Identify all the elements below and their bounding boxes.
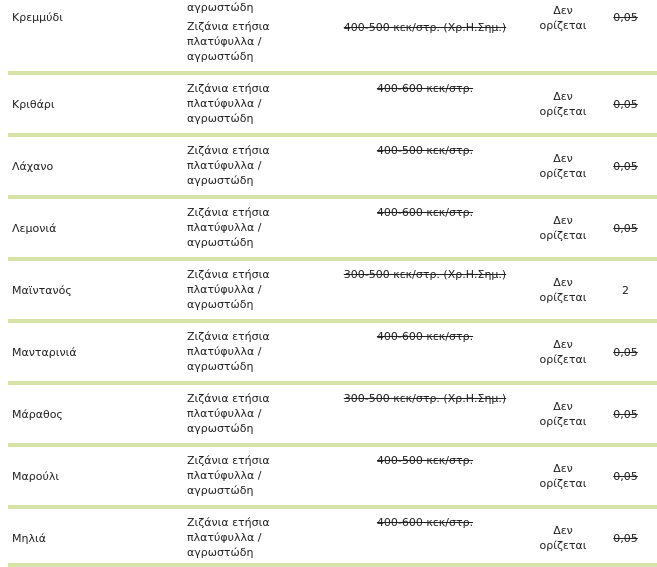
interval-line: Δεν xyxy=(553,214,573,227)
weed-line: αγρωστώδη xyxy=(187,422,254,435)
dose-value: 400-500 κεκ/στρ. xyxy=(376,454,474,467)
weed-line: Ζιζάνια ετήσια xyxy=(187,516,270,529)
table-row xyxy=(8,509,657,563)
mrl-value: 0,05 xyxy=(613,222,638,235)
table-row xyxy=(8,323,657,381)
weed-line: αγρωστώδη xyxy=(187,298,254,311)
mrl-value: 0,05 xyxy=(613,470,638,483)
mrl-value: 0,05 xyxy=(613,346,638,359)
weed-line: Ζιζάνια ετήσια xyxy=(187,268,270,281)
mrl-value: 0,05 xyxy=(613,160,638,173)
row-separator xyxy=(8,563,657,567)
crop-name: Μανταρινιά xyxy=(12,346,77,359)
interval-line: ορίζεται xyxy=(539,229,587,242)
weed-line: Ζιζάνια ετήσια xyxy=(187,144,270,157)
table-row xyxy=(8,75,657,133)
interval-line: Δεν xyxy=(553,338,573,351)
weed-line: πλατύφυλλα / xyxy=(187,531,262,544)
table-row xyxy=(8,261,657,319)
mrl-value: 0,05 xyxy=(613,408,638,421)
weed-line: Ζιζάνια ετήσια xyxy=(187,392,270,405)
weed-line: πλατύφυλλα / xyxy=(187,159,262,172)
interval-line: Δεν xyxy=(553,400,573,413)
mrl-value: 0,05 xyxy=(613,532,638,545)
interval-line: ορίζεται xyxy=(539,291,587,304)
crop-name: Λάχανο xyxy=(12,160,54,173)
interval-line: Δεν xyxy=(553,4,573,17)
dose-value: 400-600 κεκ/στρ. xyxy=(376,206,474,219)
weed-line: πλατύφυλλα / xyxy=(187,221,262,234)
mrl-value: 2 xyxy=(622,284,629,297)
weed-line: αγρωστώδη xyxy=(187,112,254,125)
weed-line: πλατύφυλλα / xyxy=(187,97,262,110)
weed-line: Ζιζάνια ετήσια xyxy=(187,330,270,343)
crop-name: Λεμονιά xyxy=(12,222,57,235)
weed-line: Ζιζάνια ετήσια xyxy=(187,20,270,33)
weed-line: πλατύφυλλα / xyxy=(187,407,262,420)
table-row xyxy=(8,137,657,195)
interval-line: ορίζεται xyxy=(539,477,587,490)
weed-line: Ζιζάνια ετήσια xyxy=(187,206,270,219)
crop-name: Μαϊντανός xyxy=(12,284,72,297)
table-row xyxy=(8,199,657,257)
crop-name: Μηλιά xyxy=(12,532,46,545)
weed-line: αγρωστώδη xyxy=(187,1,254,14)
crop-name: Κριθάρι xyxy=(12,98,55,111)
interval-line: ορίζεται xyxy=(539,19,587,32)
weed-line: αγρωστώδη xyxy=(187,360,254,373)
dose-value: 300-500 κεκ/στρ. (Χρ.Η.Σημ.) xyxy=(343,268,507,281)
dose-value: 400-600 κεκ/στρ. xyxy=(376,82,474,95)
interval-line: ορίζεται xyxy=(539,105,587,118)
interval-line: Δεν xyxy=(553,90,573,103)
weed-line: αγρωστώδη xyxy=(187,50,254,63)
weed-line: αγρωστώδη xyxy=(187,484,254,497)
table-row xyxy=(8,447,657,505)
dose-value: 400-600 κεκ/στρ. xyxy=(376,330,474,343)
crop-name: Μάραθος xyxy=(12,408,63,421)
dose-value: 400-500 κεκ/στρ. (Χρ.Η.Σημ.) xyxy=(343,21,507,34)
weed-line: Ζιζάνια ετήσια xyxy=(187,454,270,467)
weed-line: πλατύφυλλα / xyxy=(187,469,262,482)
interval-line: Δεν xyxy=(553,152,573,165)
interval-line: Δεν xyxy=(553,276,573,289)
interval-line: ορίζεται xyxy=(539,353,587,366)
mrl-value: 0,05 xyxy=(613,11,638,24)
crop-name: Μαρούλι xyxy=(12,470,60,483)
mrl-value: 0,05 xyxy=(613,98,638,111)
interval-line: ορίζεται xyxy=(539,167,587,180)
table-row xyxy=(8,0,657,71)
dose-value: 400-600 κεκ/στρ. xyxy=(376,516,474,529)
weed-line: Ζιζάνια ετήσια xyxy=(187,82,270,95)
interval-line: ορίζεται xyxy=(539,539,587,552)
weed-line: αγρωστώδη xyxy=(187,174,254,187)
weed-line: πλατύφυλλα / xyxy=(187,345,262,358)
weed-line: αγρωστώδη xyxy=(187,546,254,559)
interval-line: Δεν xyxy=(553,462,573,475)
interval-line: ορίζεται xyxy=(539,415,587,428)
dose-value: 400-500 κεκ/στρ. xyxy=(376,144,474,157)
weed-line: πλατύφυλλα / xyxy=(187,283,262,296)
dose-value: 300-500 κεκ/στρ. (Χρ.Η.Σημ.) xyxy=(343,392,507,405)
interval-line: Δεν xyxy=(553,524,573,537)
weed-line: πλατύφυλλα / xyxy=(187,35,262,48)
crop-name: Κρεμμύδι xyxy=(12,11,63,24)
weed-line: αγρωστώδη xyxy=(187,236,254,249)
table-row xyxy=(8,385,657,443)
